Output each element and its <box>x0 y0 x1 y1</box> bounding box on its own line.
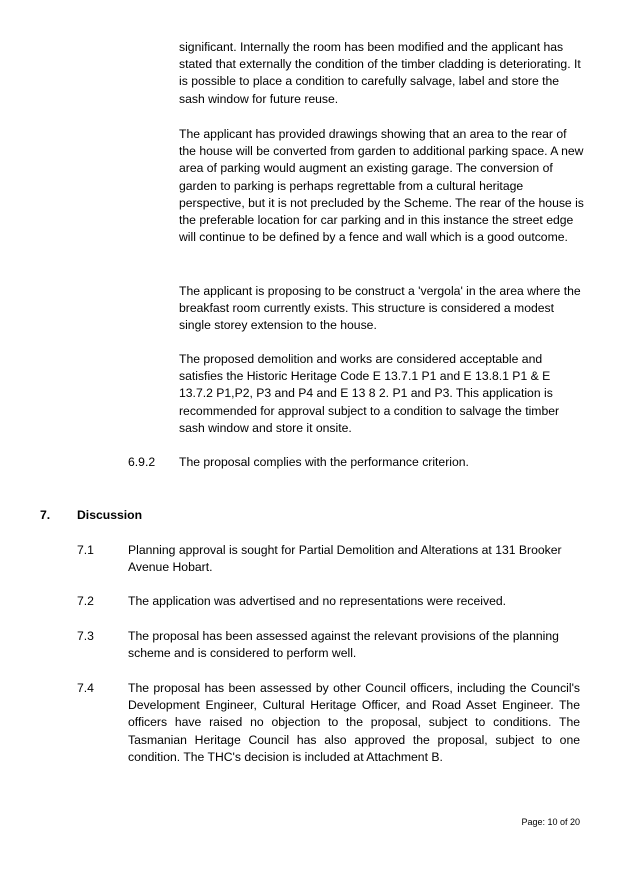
paragraph-heritage-cladding: significant. Internally the room has been modified and the applicant has stated that externally the condition of the timber cladding is deteriorating. It is possible to place a condition to carefully salvage, label and store the sash window for future reuse. <box>179 40 581 106</box>
clause-text: The proposal complies with the performance criterion. <box>179 455 469 469</box>
item-number: 7.2 <box>77 594 94 608</box>
item-text: The application was advertised and no representations were received. <box>128 594 507 608</box>
item-number: 7.1 <box>77 543 94 557</box>
item-text: Planning approval is sought for Partial Demolition and Alterations at 131 Brooker Avenue Hobart. <box>128 543 562 575</box>
item-number: 7.4 <box>77 681 94 695</box>
item-text: The proposal has been assessed by other Council officers, including the Council's Development Engineer, Cultural Heritage Officer, and Road Asset Engineer. The officers have raised no objection to the proposal, subject to conditions. The Tasmanian Heritage Council has also approved the proposal, subject to one condition. The THC's decision is included at Attachment B. <box>128 681 580 764</box>
section-title: Discussion <box>77 508 143 522</box>
section-number: 7. <box>40 508 51 522</box>
page-number: Page: 10 of 20 <box>521 817 580 827</box>
item-number: 7.3 <box>77 629 94 643</box>
item-text: The proposal has been assessed against the relevant provisions of the planning scheme and is considered to perform well. <box>128 629 559 661</box>
clause-number: 6.9.2 <box>128 455 156 469</box>
paragraph-parking: The applicant has provided drawings showing that an area to the rear of the house will be converted from garden to additional parking space. A new area of parking would augment an existing garage. The conversion of garden to parking is perhaps regrettable from a cultural heritage perspective, but it is not precluded by the Scheme. The rear of the house is the preferable location for car parking and in this instance the street edge will continue to be defined by a fence and wall which is a good outcome. <box>179 127 584 245</box>
paragraph-demolition-assessment: The proposed demolition and works are considered acceptable and satisfies the Historic Heritage Code E 13.7.1 P1 and E 13.8.1 P1 & E 13.7.2 P1,P2, P3 and P4 and E 13 8 2. P1 and P3. This application is recommended for approval subject to a condition to salvage the timber sash window and store it onsite. <box>179 352 560 435</box>
paragraph-vergola: The applicant is proposing to be construct a 'vergola' in the area where the breakfast room currently exists. This structure is considered a modest single storey extension to the house. <box>179 284 581 333</box>
